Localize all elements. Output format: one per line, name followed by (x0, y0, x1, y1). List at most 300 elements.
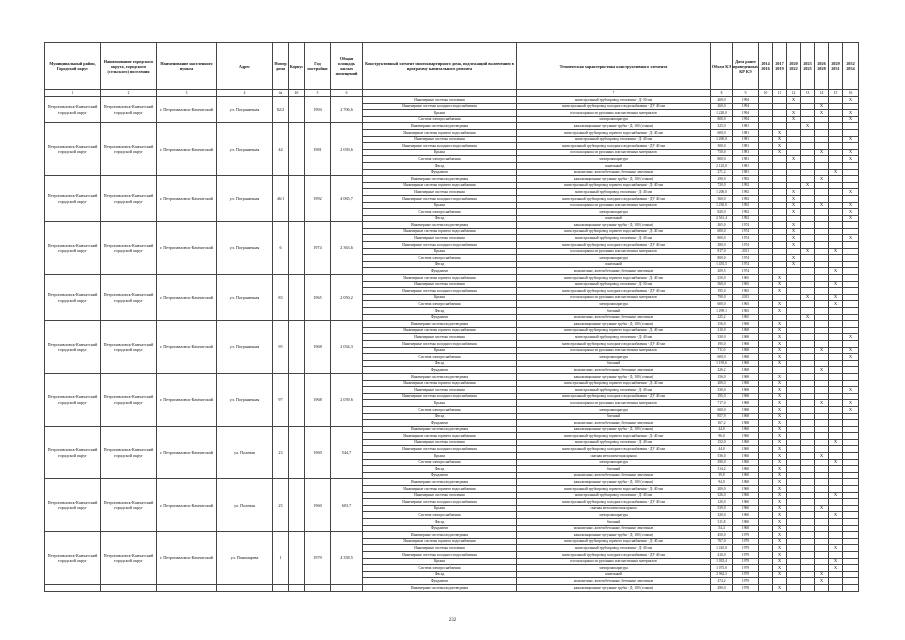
plan-period-cell (815, 235, 829, 242)
repair-date-cell: 1974 (733, 228, 759, 235)
plan-period-cell (843, 459, 859, 466)
characteristic-cell: магистральный трубопровод отопления - Д: 50 мм (517, 281, 711, 288)
locality-cell: г. Петропавловск-Камчатский (157, 532, 217, 585)
plan-period-cell (787, 519, 801, 526)
plan-period-cell (759, 545, 773, 552)
plan-period-cell (801, 558, 815, 565)
plan-period-cell (829, 261, 843, 268)
house-number-cell: 83 (273, 275, 289, 321)
plan-period-cell (787, 162, 801, 169)
plan-period-cell (759, 314, 773, 321)
plan-period-cell (843, 103, 859, 110)
plan-period-cell (801, 439, 815, 446)
plan-period-cell: X (773, 334, 787, 341)
plan-period-cell (843, 255, 859, 262)
volume-cell: 280,0 (711, 242, 733, 249)
characteristic-cell: магистральный трубопровод холодного водоснабжения - ДУ 40 мм (517, 288, 711, 295)
plan-period-cell (801, 202, 815, 209)
plan-period-cell: X (843, 202, 859, 209)
plan-period-cell (815, 321, 829, 328)
plan-period-cell (815, 143, 829, 150)
plan-period-cell (759, 420, 773, 427)
plan-period-cell (815, 393, 829, 400)
plan-period-cell: X (773, 459, 787, 466)
plan-period-cell (829, 195, 843, 202)
plan-period-cell (815, 472, 829, 479)
plan-period-cell (773, 169, 787, 176)
volume-cell: 600,0 (711, 301, 733, 308)
plan-period-cell (787, 525, 801, 532)
plan-period-cell (759, 136, 773, 143)
volume-cell: 800,0 (711, 156, 733, 163)
plan-period-cell (843, 584, 859, 591)
plan-period-cell (829, 519, 843, 526)
characteristic-cell: электроаппаратура (517, 459, 711, 466)
element-cell: Фундамент (363, 472, 517, 479)
plan-period-cell: X (773, 519, 787, 526)
volume-cell: 167,2 (711, 420, 733, 427)
plan-period-cell (829, 499, 843, 506)
volume-cell: 326,0 (711, 492, 733, 499)
plan-period-cell (843, 505, 859, 512)
repair-date-cell: 1981 (733, 136, 759, 143)
element-cell: Инженерные системы отопления (363, 189, 517, 196)
year-built-cell: 1979 (305, 532, 331, 585)
repair-date-cell: 1974 (733, 261, 759, 268)
volume-cell: 156,0 (711, 373, 733, 380)
plan-period-cell (773, 255, 787, 262)
plan-period-cell (787, 479, 801, 486)
repair-date-cell: 1968 (733, 321, 759, 328)
settlement-cell: Петропавловск-Камчатский городской округ (101, 532, 157, 585)
plan-period-cell: X (787, 228, 801, 235)
building-cell (289, 176, 305, 222)
repair-date-cell: 1968 (733, 406, 759, 413)
plan-period-cell (773, 294, 787, 301)
plan-period-cell (815, 340, 829, 347)
column-number: 4 (217, 90, 273, 97)
plan-period-cell (787, 294, 801, 301)
repair-date-cell: 1960 (733, 479, 759, 486)
plan-period-cell (759, 103, 773, 110)
plan-period-cell (801, 288, 815, 295)
address-cell: ул. Пограничная (217, 123, 273, 176)
element-cell: Инженерные системы холодного водоснабжения (363, 340, 517, 347)
repair-date-cell: 1968 (733, 400, 759, 407)
plan-period-cell: X (815, 578, 829, 585)
plan-period-cell (787, 103, 801, 110)
plan-period-cell: X (829, 558, 843, 565)
element-cell: Инженерные системы водоотведения (363, 222, 517, 229)
repair-date-cell: 1994 (733, 116, 759, 123)
column-header: Муниципальный район, Городской округ (45, 43, 101, 90)
column-number: 10 (759, 90, 773, 97)
column-header: Год постройки (305, 43, 331, 90)
characteristic-cell: плоская крыша из рулонных или мастичных материалов (517, 400, 711, 407)
volume-cell: 209,5 (711, 268, 733, 275)
plan-period-cell: X (843, 116, 859, 123)
plan-period-cell (815, 354, 829, 361)
volume-cell: 1 220,0 (711, 110, 733, 117)
plan-period-cell: X (773, 551, 787, 558)
plan-period-cell (843, 565, 859, 572)
characteristic-cell: канализационные чугунные трубы - Д: 100 (стояки) (517, 321, 711, 328)
plan-period-cell (759, 433, 773, 440)
plan-period-cell: X (815, 176, 829, 183)
plan-period-cell (801, 373, 815, 380)
plan-period-cell: X (773, 453, 787, 460)
plan-period-cell: X (773, 413, 787, 420)
plan-period-cell (829, 202, 843, 209)
plan-period-cell (801, 228, 815, 235)
table-row (45, 584, 859, 591)
characteristic-cell: магистральный трубопровод холодного водоснабжения - ДУ 40 мм (517, 143, 711, 150)
characteristic-cell: блочный (517, 519, 711, 526)
plan-period-cell (843, 248, 859, 255)
element-cell: Крыша (363, 149, 517, 156)
plan-period-cell (787, 314, 801, 321)
plan-period-cell (815, 156, 829, 163)
plan-period-cell (843, 420, 859, 427)
plan-period-cell (787, 565, 801, 572)
plan-period-cell (815, 294, 829, 301)
table-row (45, 123, 859, 130)
element-cell: Система электроснабжения (363, 406, 517, 413)
column-number: 7 (517, 90, 711, 97)
plan-period-cell: X (787, 255, 801, 262)
plan-period-cell (829, 182, 843, 189)
plan-period-cell (815, 288, 829, 295)
plan-period-cell (787, 439, 801, 446)
plan-period-cell (843, 314, 859, 321)
characteristic-cell: магистральный трубопровод горячего водоснабжения - Д: 40 мм (517, 380, 711, 387)
plan-period-cell (787, 169, 801, 176)
element-cell: Крыша (363, 400, 517, 407)
plan-period-cell (787, 446, 801, 453)
plan-period-cell (843, 380, 859, 387)
characteristic-cell: электроаппаратура (517, 209, 711, 216)
plan-period-cell (801, 97, 815, 104)
plan-period-cell (843, 275, 859, 282)
volume-cell: 44,0 (711, 446, 733, 453)
plan-period-cell: X (773, 347, 787, 354)
element-cell: Инженерные системы горячего водоснабжения (363, 275, 517, 282)
locality-cell: г. Петропавловск-Камчатский (157, 373, 217, 426)
element-cell: Инженерные системы водоотведения (363, 532, 517, 539)
house-number-cell: 23 (273, 426, 289, 479)
table-row (45, 373, 859, 380)
plan-period-cell (815, 268, 829, 275)
plan-period-cell (843, 466, 859, 473)
continuation-cell (331, 584, 363, 591)
characteristic-cell: магистральный трубопровод отопления - Д: 40 мм (517, 387, 711, 394)
plan-period-cell (843, 340, 859, 347)
characteristic-cell: блочный (517, 466, 711, 473)
plan-period-cell (801, 275, 815, 282)
repair-date-cell: 1965 (733, 314, 759, 321)
plan-period-cell (801, 380, 815, 387)
volume-cell: 311,8 (711, 519, 733, 526)
plan-period-cell (759, 176, 773, 183)
plan-period-cell (773, 314, 787, 321)
plan-period-cell (801, 268, 815, 275)
plan-period-cell: X (815, 110, 829, 117)
repair-date-cell: 1960 (733, 426, 759, 433)
plan-period-cell: X (829, 248, 843, 255)
house-number-cell: 6 (273, 222, 289, 275)
plan-period-cell (843, 479, 859, 486)
plan-period-cell (787, 532, 801, 539)
plan-period-cell (843, 129, 859, 136)
plan-period-cell (801, 472, 815, 479)
plan-period-cell (815, 532, 829, 539)
element-cell: Фундамент (363, 578, 517, 585)
volume-cell: 225,2 (711, 314, 733, 321)
municipal-district-cell: Петропавловск-Камчатский городской округ (45, 97, 101, 123)
volume-cell: 400,0 (711, 97, 733, 104)
plan-period-cell (759, 149, 773, 156)
plan-period-cell (801, 340, 815, 347)
plan-period-cell (815, 209, 829, 216)
plan-period-cell (829, 387, 843, 394)
house-number-cell: 44 (273, 123, 289, 176)
plan-period-cell: X (773, 525, 787, 532)
plan-period-cell (787, 380, 801, 387)
plan-period-cell (787, 400, 801, 407)
volume-cell: 2 962,3 (711, 571, 733, 578)
plan-period-cell (815, 97, 829, 104)
plan-period-cell (829, 275, 843, 282)
plan-period-cell (829, 538, 843, 545)
element-cell: Инженерные системы отопления (363, 136, 517, 143)
settlement-cell: Петропавловск-Камчатский городской округ (101, 97, 157, 123)
plan-period-cell (801, 308, 815, 315)
plan-period-cell (843, 453, 859, 460)
address-cell: ул. Полевая (217, 426, 273, 479)
plan-period-cell (829, 228, 843, 235)
plan-period-cell (801, 446, 815, 453)
plan-period-cell (773, 228, 787, 235)
plan-period-cell (759, 532, 773, 539)
plan-period-cell: X (829, 268, 843, 275)
plan-period-cell (773, 195, 787, 202)
characteristic-cell: магистральный трубопровод горячего водоснабжения - Д: 40 мм (517, 433, 711, 440)
settlement-cell: Петропавловск-Камчатский городской округ (101, 275, 157, 321)
plan-period-cell: X (829, 545, 843, 552)
plan-period-cell (815, 558, 829, 565)
plan-period-cell (815, 565, 829, 572)
characteristic-cell: магистральный трубопровод холодного водоснабжения - ДУ 40 мм (517, 551, 711, 558)
repair-date-cell: 1979 (733, 578, 759, 585)
plan-period-cell (801, 578, 815, 585)
plan-period-cell: X (801, 314, 815, 321)
plan-period-cell (801, 505, 815, 512)
table-row (45, 532, 859, 539)
characteristic-cell: блочный (517, 413, 711, 420)
plan-period-cell (801, 209, 815, 216)
plan-period-cell: X (773, 308, 787, 315)
plan-period-cell (759, 209, 773, 216)
plan-period-cell (801, 406, 815, 413)
plan-period-cell (815, 222, 829, 229)
repair-date-cell: 2013 (733, 294, 759, 301)
plan-period-cell (829, 189, 843, 196)
element-cell: Система электроснабжения (363, 459, 517, 466)
plan-period-cell (829, 143, 843, 150)
volume-cell: 600,0 (711, 228, 733, 235)
plan-period-cell (829, 446, 843, 453)
plan-period-cell (843, 558, 859, 565)
characteristic-cell: электроаппаратура (517, 156, 711, 163)
characteristic-cell: магистральный трубопровод отопления - Д: 40 мм (517, 545, 711, 552)
plan-period-cell: X (843, 149, 859, 156)
plan-period-cell (801, 420, 815, 427)
plan-period-cell (815, 584, 829, 591)
plan-period-cell (773, 103, 787, 110)
element-cell: Инженерные системы холодного водоснабжения (363, 446, 517, 453)
plan-period-cell (759, 486, 773, 493)
volume-cell: 39,8 (711, 472, 733, 479)
characteristic-cell: электроаппаратура (517, 512, 711, 519)
repair-date-cell: 1979 (733, 565, 759, 572)
plan-period-cell (815, 261, 829, 268)
element-cell: Инженерные системы водоотведения (363, 321, 517, 328)
plan-period-cell (787, 123, 801, 130)
plan-period-cell (829, 360, 843, 367)
repair-date-cell: 1960 (733, 466, 759, 473)
volume-cell: 226,2 (711, 367, 733, 374)
capital-repair-table (44, 42, 859, 592)
plan-period-cell (843, 176, 859, 183)
characteristic-cell: скатная металлическая крыша (517, 453, 711, 460)
characteristic-cell: магистральный трубопровод холодного водоснабжения - ДУ 40 мм (517, 446, 711, 453)
plan-period-cell: X (773, 538, 787, 545)
plan-period-cell (759, 538, 773, 545)
address-cell: ул. Пограничная (217, 275, 273, 321)
repair-date-cell: 1994 (733, 110, 759, 117)
plan-period-cell (815, 248, 829, 255)
plan-period-cell (787, 406, 801, 413)
plan-period-cell (801, 195, 815, 202)
repair-date-cell: 1981 (733, 156, 759, 163)
repair-date-cell: 1981 (733, 149, 759, 156)
column-header: Техническая характеристика конструктивного элемента (517, 43, 711, 90)
settlement-cell: Петропавловск-Камчатский городской округ (101, 321, 157, 374)
volume-cell: 195,0 (711, 340, 733, 347)
volume-cell: 1 230,0 (711, 202, 733, 209)
plan-period-cell: X (773, 479, 787, 486)
element-cell: Инженерные системы горячего водоснабжения (363, 538, 517, 545)
plan-period-cell (829, 367, 843, 374)
plan-period-cell (829, 433, 843, 440)
element-cell: Крыша (363, 347, 517, 354)
municipal-district-cell: Петропавловск-Камчатский городской округ (45, 275, 101, 321)
plan-period-cell (801, 255, 815, 262)
continuation-cell (289, 584, 305, 591)
element-cell: Крыша (363, 294, 517, 301)
plan-period-cell (843, 472, 859, 479)
volume-cell: 1 455,5 (711, 261, 733, 268)
plan-period-cell (759, 281, 773, 288)
plan-period-cell (829, 308, 843, 315)
plan-period-cell: X (773, 472, 787, 479)
column-number: 4а (273, 90, 289, 97)
plan-period-cell (829, 288, 843, 295)
plan-period-cell (759, 202, 773, 209)
plan-period-cell (815, 116, 829, 123)
plan-period-cell (787, 512, 801, 519)
plan-period-cell (843, 261, 859, 268)
living-area-cell: 2 050,2 (331, 275, 363, 321)
plan-period-cell (843, 222, 859, 229)
plan-period-cell (787, 215, 801, 222)
address-cell: ул. Пограничная (217, 321, 273, 374)
plan-period-cell (759, 387, 773, 394)
plan-period-cell (801, 334, 815, 341)
volume-cell: 450,0 (711, 532, 733, 539)
plan-period-cell (773, 261, 787, 268)
volume-cell: 1 195,6 (711, 360, 733, 367)
repair-date-cell: 1968 (733, 327, 759, 334)
plan-period-cell (759, 268, 773, 275)
volume-cell: 410,0 (711, 551, 733, 558)
plan-period-cell (759, 235, 773, 242)
table-row (45, 426, 859, 433)
plan-period-cell: X (787, 222, 801, 229)
plan-period-cell (759, 446, 773, 453)
plan-period-cell (801, 545, 815, 552)
volume-cell: 260,0 (711, 103, 733, 110)
column-header: 2017 2019 (773, 43, 787, 90)
plan-period-cell (801, 347, 815, 354)
characteristic-cell: магистральный трубопровод горячего водоснабжения - Д: 40 мм (517, 538, 711, 545)
plan-period-cell (815, 479, 829, 486)
locality-cell: г. Петропавловск-Камчатский (157, 97, 217, 123)
plan-period-cell (801, 242, 815, 249)
plan-period-cell (843, 393, 859, 400)
plan-period-cell (843, 512, 859, 519)
volume-cell: 290,0 (711, 459, 733, 466)
plan-period-cell (801, 136, 815, 143)
column-number: 14 (815, 90, 829, 97)
plan-period-cell: X (815, 149, 829, 156)
plan-period-cell (787, 308, 801, 315)
plan-period-cell: X (787, 242, 801, 249)
plan-period-cell (801, 156, 815, 163)
volume-cell: 536,0 (711, 453, 733, 460)
plan-period-cell: X (801, 294, 815, 301)
plan-period-cell (759, 222, 773, 229)
plan-period-cell (787, 426, 801, 433)
volume-cell: 44,0 (711, 426, 733, 433)
plan-period-cell (815, 459, 829, 466)
plan-period-cell (829, 406, 843, 413)
building-cell (289, 479, 305, 532)
element-cell: Крыша (363, 202, 517, 209)
year-built-cell: 1960 (305, 479, 331, 532)
plan-period-cell (773, 367, 787, 374)
column-number: 4б (289, 90, 305, 97)
element-cell: Инженерные системы холодного водоснабжения (363, 288, 517, 295)
plan-period-cell (801, 235, 815, 242)
repair-date-cell: 1992 (733, 202, 759, 209)
characteristic-cell: магистральный трубопровод холодного водоснабжения - ДУ 40 мм (517, 499, 711, 506)
plan-period-cell (829, 149, 843, 156)
volume-cell: 1 075,0 (711, 565, 733, 572)
characteristic-cell: магистральный трубопровод горячего водоснабжения - Д: 40 мм (517, 486, 711, 493)
plan-period-cell: X (773, 281, 787, 288)
plan-period-cell (759, 334, 773, 341)
